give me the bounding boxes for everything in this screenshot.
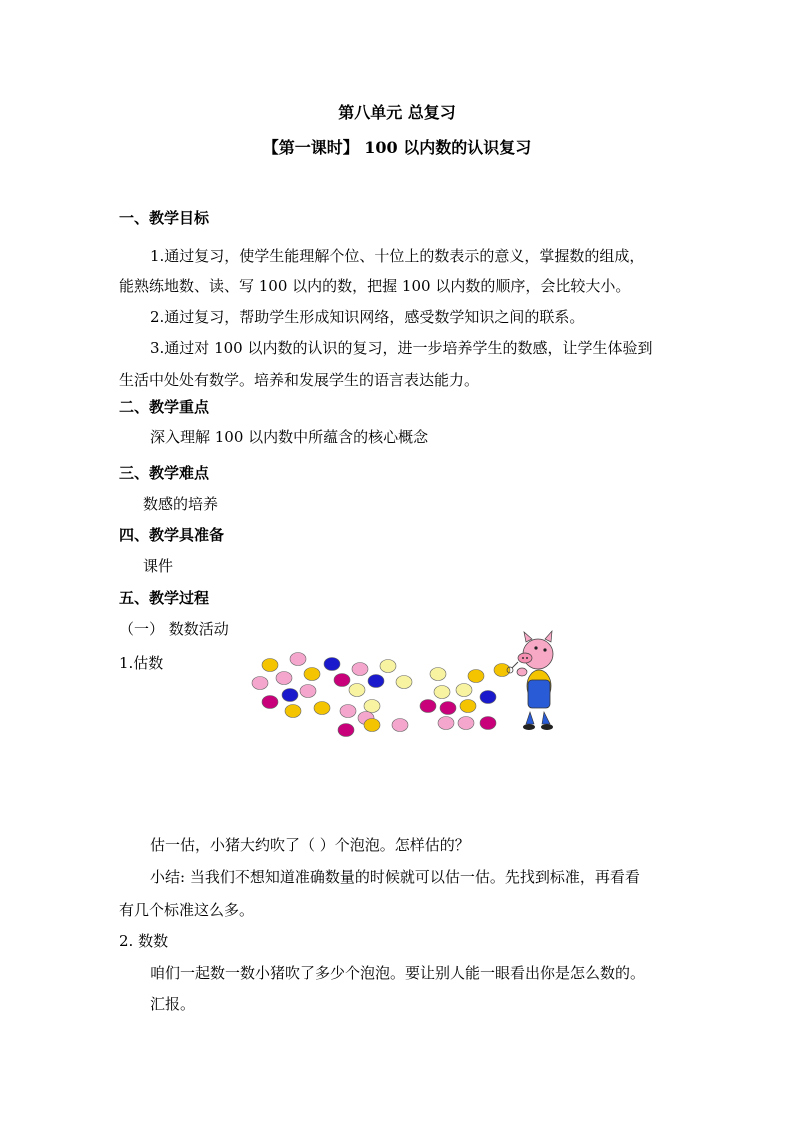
bubble — [430, 668, 446, 681]
bubble — [349, 684, 365, 697]
goal-item-1-line-1: 1.通过复习，使学生能理解个位、十位上的数表示的意义，掌握数的组成， — [150, 247, 645, 265]
bubble — [334, 674, 350, 687]
bubble — [460, 700, 476, 713]
pig-blowing-bubbles-icon — [507, 631, 553, 730]
goal-item-3-line-1: 3.通过对 100 以内数的认识的复习，进一步培养学生的数感，让学生体验到 — [150, 339, 653, 357]
bubble — [262, 696, 278, 709]
bubble-group-left — [252, 653, 412, 737]
bubble — [252, 677, 268, 690]
goal-item-2: 2.通过复习，帮助学生形成知识网络，感受数学知识之间的联系。 — [150, 308, 585, 326]
bubble — [364, 700, 380, 713]
bubble — [368, 675, 384, 688]
count-instruction: 咱们一起数一数小猪吹了多少个泡泡。要让别人能一眼看出你是怎么数的。 — [150, 964, 646, 982]
bubble-group-right — [420, 664, 510, 730]
bubble — [340, 705, 356, 718]
goal-item-1-line-2: 能熟练地数、读、写 100 以内的数，把握 100 以内数的顺序，会比较大小。 — [119, 277, 631, 295]
bubble — [494, 664, 510, 677]
report-text: 汇报。 — [150, 995, 196, 1013]
process-part-1: （一） 数数活动 — [119, 620, 229, 638]
bubble — [364, 719, 380, 732]
bubble — [420, 700, 436, 713]
bubble — [458, 717, 474, 730]
bubble — [282, 689, 298, 702]
bubble — [392, 719, 408, 732]
goals-heading: 一、教学目标 — [119, 209, 210, 227]
difficulty-text: 数感的培养 — [143, 495, 219, 513]
bubble — [338, 724, 354, 737]
bubble — [290, 653, 306, 666]
bubble — [285, 705, 301, 718]
bubble — [440, 702, 456, 715]
bubble — [300, 685, 316, 698]
bubble — [438, 717, 454, 730]
step-1-label: 1.估数 — [119, 654, 164, 672]
estimate-question: 估一估，小猪大约吹了（ ）个泡泡。怎样估的？ — [150, 836, 470, 854]
summary-line-1: 小结: 当我们不想知道准确数量的时候就可以估一估。先找到标准，再看看 — [150, 868, 640, 886]
bubble — [434, 686, 450, 699]
bubble — [324, 658, 340, 671]
preparation-heading: 四、教学具准备 — [119, 526, 225, 544]
unit-title: 第八单元 总复习 — [338, 103, 456, 122]
goal-item-3-line-2: 生活中处处有数学。培养和发展学生的语言表达能力。 — [119, 371, 480, 389]
bubble — [468, 670, 484, 683]
bubble — [262, 659, 278, 672]
bubble — [396, 676, 412, 689]
lesson-title: 【第一课时】 100 以内数的认识复习 — [262, 138, 532, 157]
difficulty-heading: 三、教学难点 — [119, 464, 210, 482]
preparation-text: 课件 — [143, 557, 174, 575]
bubble — [456, 684, 472, 697]
bubble — [352, 663, 368, 676]
bubble — [304, 668, 320, 681]
key-point-heading: 二、教学重点 — [119, 398, 210, 416]
process-heading: 五、教学过程 — [119, 589, 210, 607]
bubble — [314, 702, 330, 715]
summary-line-2: 有几个标准这么多。 — [119, 901, 255, 919]
bubble — [480, 717, 496, 730]
step-2-label: 2. 数数 — [119, 932, 169, 950]
key-point-text: 深入理解 100 以内数中所蕴含的核心概念 — [150, 428, 429, 446]
bubble — [276, 672, 292, 685]
bubbles-illustration — [240, 628, 570, 748]
bubble — [480, 691, 496, 704]
bubble — [380, 660, 396, 673]
